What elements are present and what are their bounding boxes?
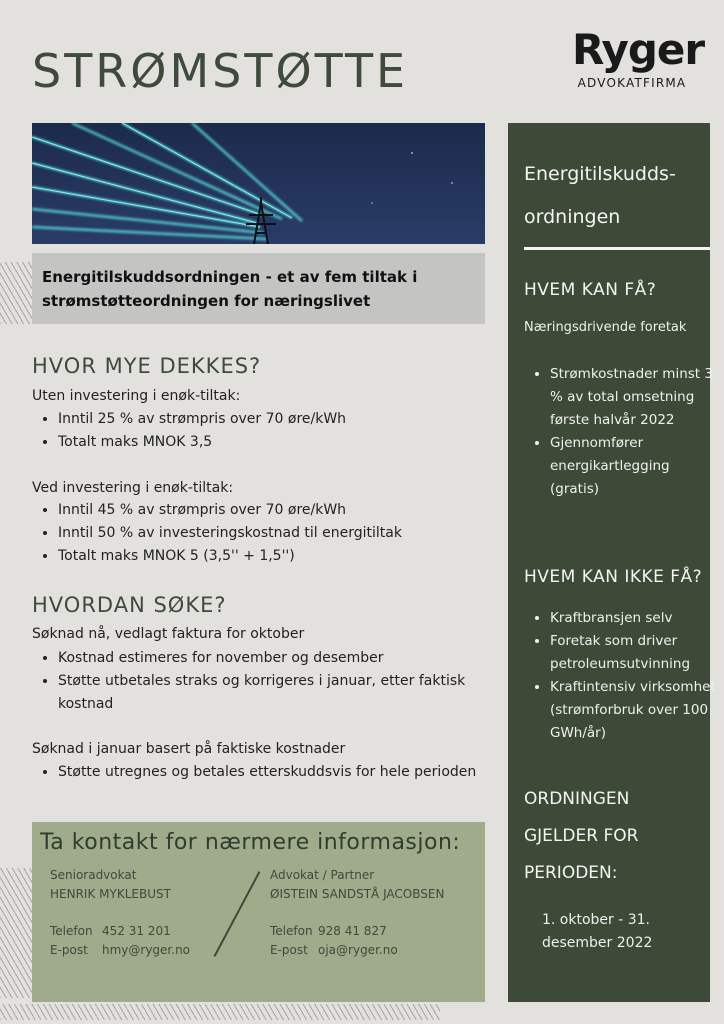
contact-left-phone-label: Telefon (50, 924, 93, 938)
apply-now-label: Søknad nå, vedlagt faktura for oktober (32, 626, 305, 642)
list-item: • Strømkostnader minst 3 % av total omsetning første halvår 2022 (550, 363, 720, 432)
contact-right-phone-label: Telefon (270, 924, 313, 938)
contact-left-role: Senioradvokat (50, 868, 137, 882)
who-cannot-heading: HVEM KAN IKKE FÅ? (524, 567, 703, 587)
who-cannot-list (524, 607, 720, 745)
logo-subtitle: ADVOKATFIRMA (577, 76, 687, 90)
list-item: • Inntil 50 % av investeringskostnad til energitiltak (58, 522, 402, 545)
list-item: • Inntil 25 % av strømpris over 70 øre/kWh (58, 408, 346, 431)
list-item: • Totalt maks MNOK 3,5 (58, 431, 346, 454)
contact-right-email-label: E-post (270, 943, 308, 957)
sidebar-title-line: Energitilskudds- (524, 163, 676, 185)
list-item: • Kraftbransjen selv (550, 607, 720, 630)
who-can-list (524, 363, 720, 501)
without-investment-label: Uten investering i enøk-tiltak: (32, 388, 241, 404)
contact-right-phone[interactable]: 928 41 827 (318, 924, 387, 938)
contact-right-name: ØISTEIN SANDSTÅ JACOBSEN (270, 887, 445, 901)
who-can-heading: HVEM KAN FÅ? (524, 280, 657, 300)
contact-left-email-label: E-post (50, 943, 88, 957)
contact-left-phone[interactable]: 452 31 201 (102, 924, 171, 938)
hatch-decoration (0, 262, 32, 324)
hatch-decoration (0, 868, 32, 998)
list-item: • Støtte utregnes og betales etterskuddsvis for hele perioden (58, 761, 508, 784)
ryger-logo (572, 25, 705, 90)
apply-january-list (32, 761, 508, 784)
page-title: STRØMSTØTTE (32, 44, 409, 98)
contact-box (32, 822, 485, 1002)
hatch-decoration (0, 1004, 440, 1020)
contact-title: Ta kontakt for nærmere informasjon: (40, 830, 461, 855)
intro-banner: Energitilskuddsordningen - et av fem tiltak i strømstøtteordningen for næringslivet (32, 253, 485, 324)
sidebar-title (524, 153, 676, 239)
coverage-heading: HVOR MYE DEKKES? (32, 354, 262, 378)
sidebar-panel (508, 123, 716, 1002)
list-item: • Gjennomfører energikartlegging (gratis) (550, 432, 720, 501)
with-investment-list (32, 499, 402, 568)
contact-right-email[interactable]: oja@ryger.no (318, 943, 398, 957)
contact-left-email[interactable]: hmy@ryger.no (102, 943, 191, 957)
contact-right-role: Advokat / Partner (270, 868, 375, 882)
sidebar-title-line: ordningen (524, 206, 621, 228)
period-heading: ORDNINGEN GJELDER FOR PERIODEN: (524, 789, 639, 883)
apply-now-list (32, 647, 498, 716)
sidebar-divider (524, 247, 710, 250)
power-lines-photo (32, 123, 485, 244)
divider-slash (214, 871, 261, 957)
who-can-text: Næringsdrivende foretak (524, 320, 687, 335)
period-dates: 1. oktober - 31. desember 2022 (542, 912, 653, 951)
list-item: • Totalt maks MNOK 5 (3,5'' + 1,5'') (58, 545, 402, 568)
apply-heading: HVORDAN SØKE? (32, 593, 227, 617)
contact-left-name: HENRIK MYKLEBUST (50, 887, 171, 901)
list-item: • Støtte utbetales straks og korrigeres i januar, etter faktisk kostnad (58, 670, 498, 716)
list-item: • Kraftintensiv virksomhet (strømforbruk over 100 GWh/år) (550, 676, 720, 745)
list-item: • Foretak som driver petroleumsutvinning (550, 630, 720, 676)
without-investment-list (32, 408, 346, 454)
logo-name: Ryger (572, 25, 705, 74)
list-item: • Inntil 45 % av strømpris over 70 øre/kWh (58, 499, 402, 522)
with-investment-label: Ved investering i enøk-tiltak: (32, 480, 234, 496)
apply-january-label: Søknad i januar basert på faktiske kostnader (32, 741, 346, 757)
list-item: • Kostnad estimeres for november og desember (58, 647, 498, 670)
